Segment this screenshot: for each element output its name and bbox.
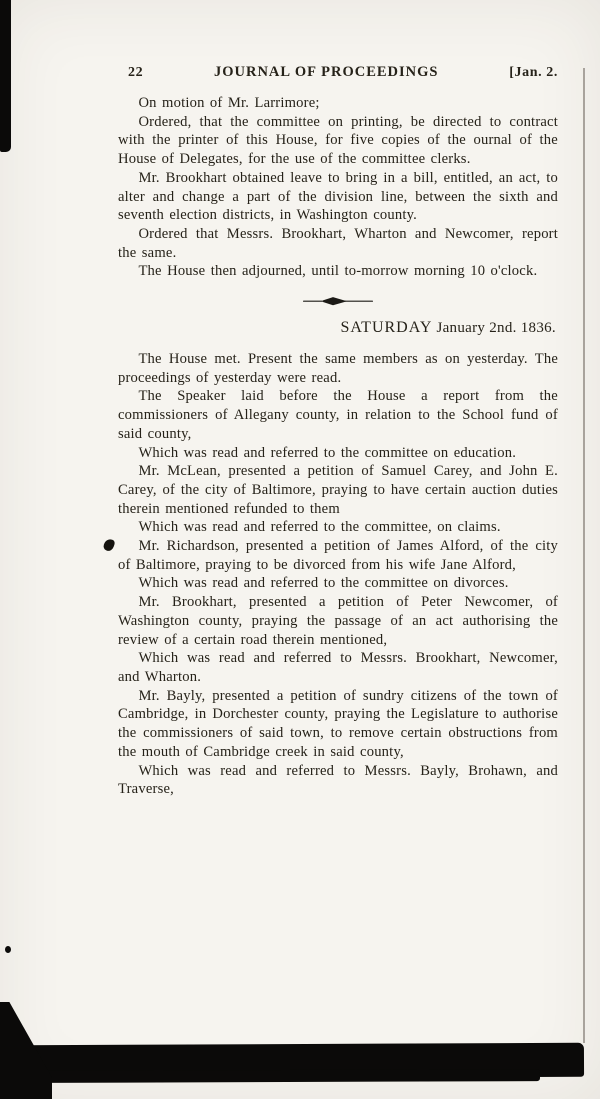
scan-artifact-bottom-band-2 xyxy=(40,1069,540,1083)
paragraph: The House then adjourned, until to-morrow morning 10 o'clock. xyxy=(138,263,538,280)
paragraph: The House met. Present the same members as on yesterday. The proceedings of yesterday were read. xyxy=(118,351,558,386)
page-content xyxy=(118,64,558,799)
paragraph: Mr. McLean, presented a petition of Samuel Carey, and John E. Carey, of the city of Baltimore, praying to have certain auction duties therein mentioned refunded to them xyxy=(118,463,558,517)
scan-artifact-right-edge-line xyxy=(583,68,585,1043)
paragraph: Mr. Brookhart, presented a petition of Peter Newcomer, of Washington county, praying the passage of an act authorising the review of a certain road therein mentioned, xyxy=(118,594,558,648)
paragraph: Which was read and referred to the committee, on claims. xyxy=(138,519,501,536)
paragraph: Mr. Bayly, presented a petition of sundry citizens of the town of Cambridge, in Dorchester county, praying the Legislature to authorise the commissioners of said town, to remove certain obstructions from the mouth of Cambridge creek in said county, xyxy=(118,687,558,760)
session-date-heading xyxy=(118,319,558,337)
scan-artifact-left-bar xyxy=(0,0,11,152)
session-january-1 xyxy=(118,94,558,281)
journal-title: JOURNAL OF PROCEEDINGS xyxy=(213,64,439,80)
paragraph: Ordered that Messrs. Brookhart, Wharton and Newcomer, report the same. xyxy=(118,225,558,261)
session-january-2 xyxy=(118,350,558,799)
paragraph: Which was read and referred to the committee on education. xyxy=(138,444,517,461)
paragraph: Which was read and referred to the committee on divorces. xyxy=(138,575,509,592)
scan-artifact-dot xyxy=(5,946,11,953)
paragraph: Which was read and referred to Messrs. Bayly, Brohawn, and Traverse, xyxy=(118,762,558,798)
paragraph: The Speaker laid before the House a report from the commissioners of Allegany county, in relation to the School fund of said county, xyxy=(118,388,558,442)
page-header xyxy=(118,64,558,81)
paragraph: On motion of Mr. Larrimore; xyxy=(138,95,320,111)
paragraph: Ordered, that the committee on printing, be directed to contract with the printer of this House, for five copies of the ournal of the House of Delegates, for the use of the committee clerks. xyxy=(118,113,558,168)
paragraph: Mr. Brookhart obtained leave to bring in a bill, entitled, an act, to alter and change a part of the division line, between the sixth and seventh election districts, in Washington county. xyxy=(118,169,558,224)
paragraph: Which was read and referred to Messrs. Brookhart, Newcomer, and Wharton. xyxy=(118,650,558,685)
ink-blot-artifact xyxy=(102,538,115,553)
page-number: 22 xyxy=(128,65,144,80)
heading-day: SATURDAY xyxy=(340,319,433,337)
paragraph: Mr. Richardson, presented a petition of James Alford, of the city of Baltimore, praying to be divorced from his wife Jane Alford, xyxy=(118,537,558,574)
date-marker: [Jan. 2. xyxy=(509,65,558,80)
heading-date: January 2nd. 1836. xyxy=(436,320,556,337)
section-divider-ornament xyxy=(303,296,373,307)
